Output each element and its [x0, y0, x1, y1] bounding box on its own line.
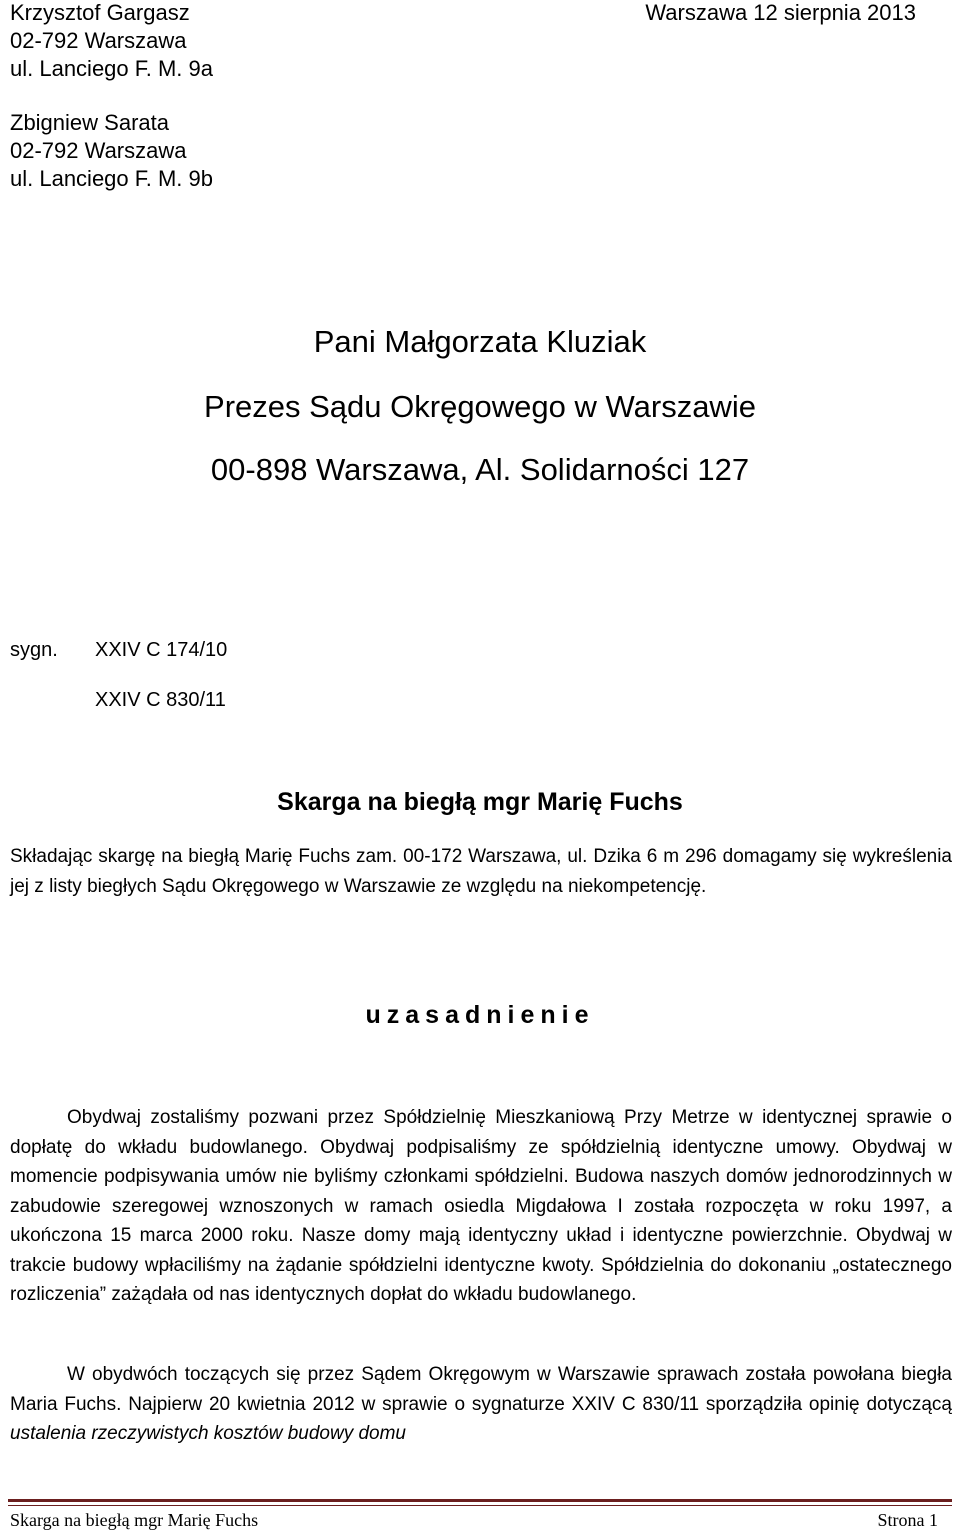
letter-date: Warszawa 12 sierpnia 2013 [645, 0, 916, 25]
intro-paragraph: Składając skargę na biegłą Marię Fuchs zam. 00-172 Warszawa, ul. Dzika 6 m 296 domagamy się wykreślenia jej z listy biegłych Sądu Okręgowego w Warszawie ze względu na niekompetencję. [10, 846, 952, 897]
footer-rule-thick [8, 1499, 952, 1502]
body-paragraph-2 [10, 1360, 952, 1449]
sender2-name: Zbigniew Sarata [10, 110, 169, 135]
reference-case2: XXIV C 830/11 [95, 689, 226, 711]
sender2-block [10, 109, 213, 193]
sender2-city: 02-792 Warszawa [10, 138, 187, 163]
justification-heading: uzasadnienie [365, 1001, 595, 1029]
paragraph-2-italic: ustalenia rzeczywistych kosztów budowy domu [10, 1423, 407, 1444]
recipient-name: Pani Małgorzata Kluziak [313, 324, 647, 359]
footer-page-number: Strona 1 [877, 1510, 938, 1530]
reference-label: sygn. [10, 639, 58, 661]
sender1-name: Krzysztof Gargasz [10, 0, 190, 25]
sender1-city: 02-792 Warszawa [10, 28, 187, 53]
sender2-street: ul. Lanciego F. M. 9b [10, 166, 214, 191]
subject-heading: Skarga na biegłą mgr Marię Fuchs [277, 788, 683, 816]
footer-rule-thin [8, 1505, 952, 1506]
sender1-block [10, 0, 213, 83]
paragraph-1-text: Obydwaj zostaliśmy pozwani przez Spółdzielnię Mieszkaniową Przy Metrze w identycznej sprawie o dopłatę do wkładu budowlanego. Obydwaj podpisaliśmy ze spółdzielnią identyczne umowy. Obydwaj w momencie podpisywania umów nie byliśmy członkami spółdzielni. Budowa naszych domów jednorodzinnych w zabudowie szeregowej wznoszonych w ramach osiedla Migdałowa I została rozpoczęta w roku 1997, a ukończona 15 marca 2000 roku. Nasze domy mają identyczny układ i identyczne powierzchnie. Obydwaj w trakcie budowy wpłaciliśmy na żądanie spółdzielni identyczne kwoty. Spółdzielnia do dokonaniu „ostatecznego rozliczenia” zażądała od nas identycznych dopłat do wkładu budowlanego. [10, 1107, 952, 1305]
paragraph-2-text: W obydwóch toczących się przez Sądem Okręgowym w Warszawie sprawach została powołana biegła Maria Fuchs. Najpierw 20 kwietnia 2012 w sprawie o sygnaturze XXIV C 830/11 sporządziła opinię dotyczącą [10, 1364, 952, 1415]
recipient-title: Prezes Sądu Okręgowego w Warszawie [204, 389, 756, 424]
body-paragraph-1 [10, 1103, 952, 1310]
reference-case1: XXIV C 174/10 [95, 639, 228, 661]
sender1-street: ul. Lanciego F. M. 9a [10, 56, 214, 81]
recipient-address: 00-898 Warszawa, Al. Solidarności 127 [210, 452, 750, 487]
footer-title: Skarga na biegłą mgr Marię Fuchs [10, 1510, 259, 1530]
